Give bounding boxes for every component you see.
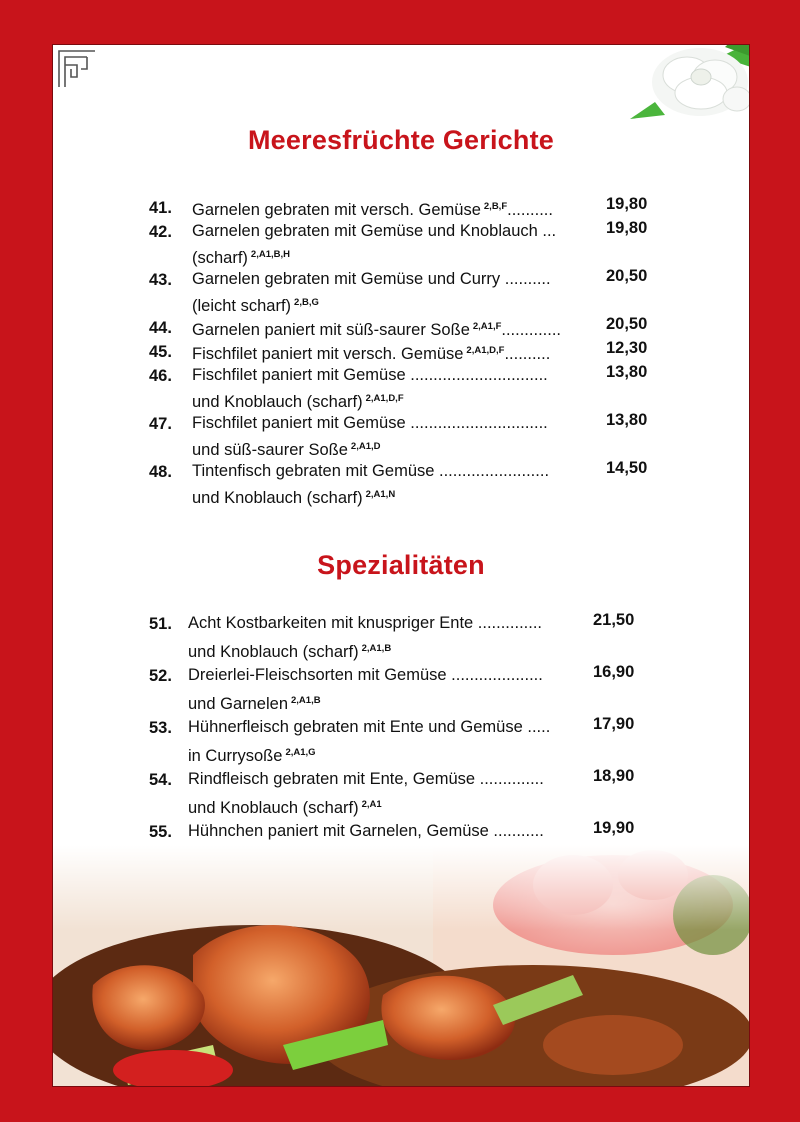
leader-dots: .......... <box>507 201 553 219</box>
item-number: 51. <box>149 615 172 633</box>
item-name-text: Fischfilet paniert mit versch. Gemüse <box>192 345 464 363</box>
item-name: Tintenfisch gebraten mit Gemüse ........................ <box>192 462 550 480</box>
item-number: 41. <box>149 199 172 217</box>
item-number: 46. <box>149 367 172 385</box>
item-name-text: und süß-saurer Soße <box>192 441 348 459</box>
item-name-line2 <box>192 387 404 414</box>
item-price: 19,90 <box>593 819 635 837</box>
item-price: 17,90 <box>593 715 635 733</box>
item-number: 53. <box>149 719 172 737</box>
item-price: 21,50 <box>593 611 635 629</box>
item-number: 55. <box>149 823 172 841</box>
item-price: 20,50 <box>606 267 648 285</box>
item-name-line2 <box>188 741 316 768</box>
item-name-text: und Knoblauch (scharf) <box>192 489 363 507</box>
item-name <box>192 339 550 366</box>
item-name: Hühnchen paniert mit Garnelen, Gemüse ........... <box>188 822 544 840</box>
item-number: 48. <box>149 463 172 481</box>
allergen-codes: 2,A1,B,H <box>250 249 290 260</box>
item-number: 44. <box>149 319 172 337</box>
allergen-codes: 2,A1 <box>361 799 382 810</box>
allergen-codes: 2,A1,B <box>291 695 321 706</box>
allergen-codes: 2,A1,N <box>365 489 396 500</box>
leader-dots: ............. <box>501 321 561 339</box>
item-name: Garnelen gebraten mit Gemüse und Curry .......... <box>192 270 551 288</box>
allergen-codes: 2,B,G <box>294 297 319 308</box>
corner-ornament-top-left <box>57 49 97 89</box>
menu-page <box>52 44 750 1087</box>
item-price: 13,80 <box>606 363 648 381</box>
item-name <box>192 315 561 342</box>
item-name: Fischfilet paniert mit Gemüse .............................. <box>192 366 548 384</box>
item-name: Acht Kostbarkeiten mit knuspriger Ente .............. <box>188 614 542 632</box>
item-name-text: Garnelen paniert mit süß-saurer Soße <box>192 321 470 339</box>
item-name-line2 <box>192 243 290 270</box>
item-name-text: in Currysoße <box>188 747 283 765</box>
item-name-text: Garnelen gebraten mit versch. Gemüse <box>192 201 481 219</box>
allergen-codes: 2,A1,D,F <box>466 345 505 356</box>
item-name-line2 <box>192 483 395 510</box>
item-number: 54. <box>149 771 172 789</box>
item-name-text: und Knoblauch (scharf) <box>192 393 363 411</box>
item-number: 47. <box>149 415 172 433</box>
item-name-line2 <box>192 435 380 462</box>
item-number: 52. <box>149 667 172 685</box>
item-name: Garnelen gebraten mit Gemüse und Knoblauch ... <box>192 222 557 240</box>
item-price: 12,30 <box>606 339 648 357</box>
item-name-text: und Garnelen <box>188 695 288 713</box>
item-name-text: und Knoblauch (scharf) <box>188 643 359 661</box>
allergen-codes: 2,A1,G <box>285 747 316 758</box>
item-price: 14,50 <box>606 459 648 477</box>
section-title-specialties: Spezialitäten <box>317 550 485 580</box>
shrimp-dish-photo <box>53 845 750 1087</box>
allergen-codes: 2,A1,B <box>361 643 392 654</box>
item-number: 45. <box>149 343 172 361</box>
item-name <box>192 195 553 222</box>
item-price: 16,90 <box>593 663 635 681</box>
item-price: 19,80 <box>606 195 648 213</box>
item-name-text: (scharf) <box>192 249 248 267</box>
item-price: 18,90 <box>593 767 635 785</box>
item-name: Rindfleisch gebraten mit Ente, Gemüse .............. <box>188 770 544 788</box>
item-name-line2 <box>188 689 321 716</box>
allergen-codes: 2,A1,D,F <box>365 393 404 404</box>
leader-dots: .......... <box>504 345 551 363</box>
item-number: 43. <box>149 271 172 289</box>
item-name: Fischfilet paniert mit Gemüse .............................. <box>192 414 548 432</box>
allergen-codes: 2,A1,F <box>472 321 502 332</box>
allergen-codes: 2,A1,D <box>350 441 381 452</box>
item-name: Dreierlei-Fleischsorten mit Gemüse .................... <box>188 666 543 684</box>
item-name-text: und Knoblauch (scharf) <box>188 799 359 817</box>
allergen-codes: 2,B,F <box>483 201 508 212</box>
item-name-line2 <box>192 291 319 318</box>
item-name-line2 <box>188 793 382 820</box>
item-name: Hühnerfleisch gebraten mit Ente und Gemüse ..... <box>188 718 551 736</box>
section-title-seafood: Meeresfrüchte Gerichte <box>247 125 554 155</box>
item-price: 13,80 <box>606 411 648 429</box>
item-price: 20,50 <box>606 315 648 333</box>
item-price: 19,80 <box>606 219 648 237</box>
item-number: 42. <box>149 223 172 241</box>
item-name-line2 <box>188 637 391 664</box>
item-name-text: (leicht scharf) <box>192 297 292 315</box>
